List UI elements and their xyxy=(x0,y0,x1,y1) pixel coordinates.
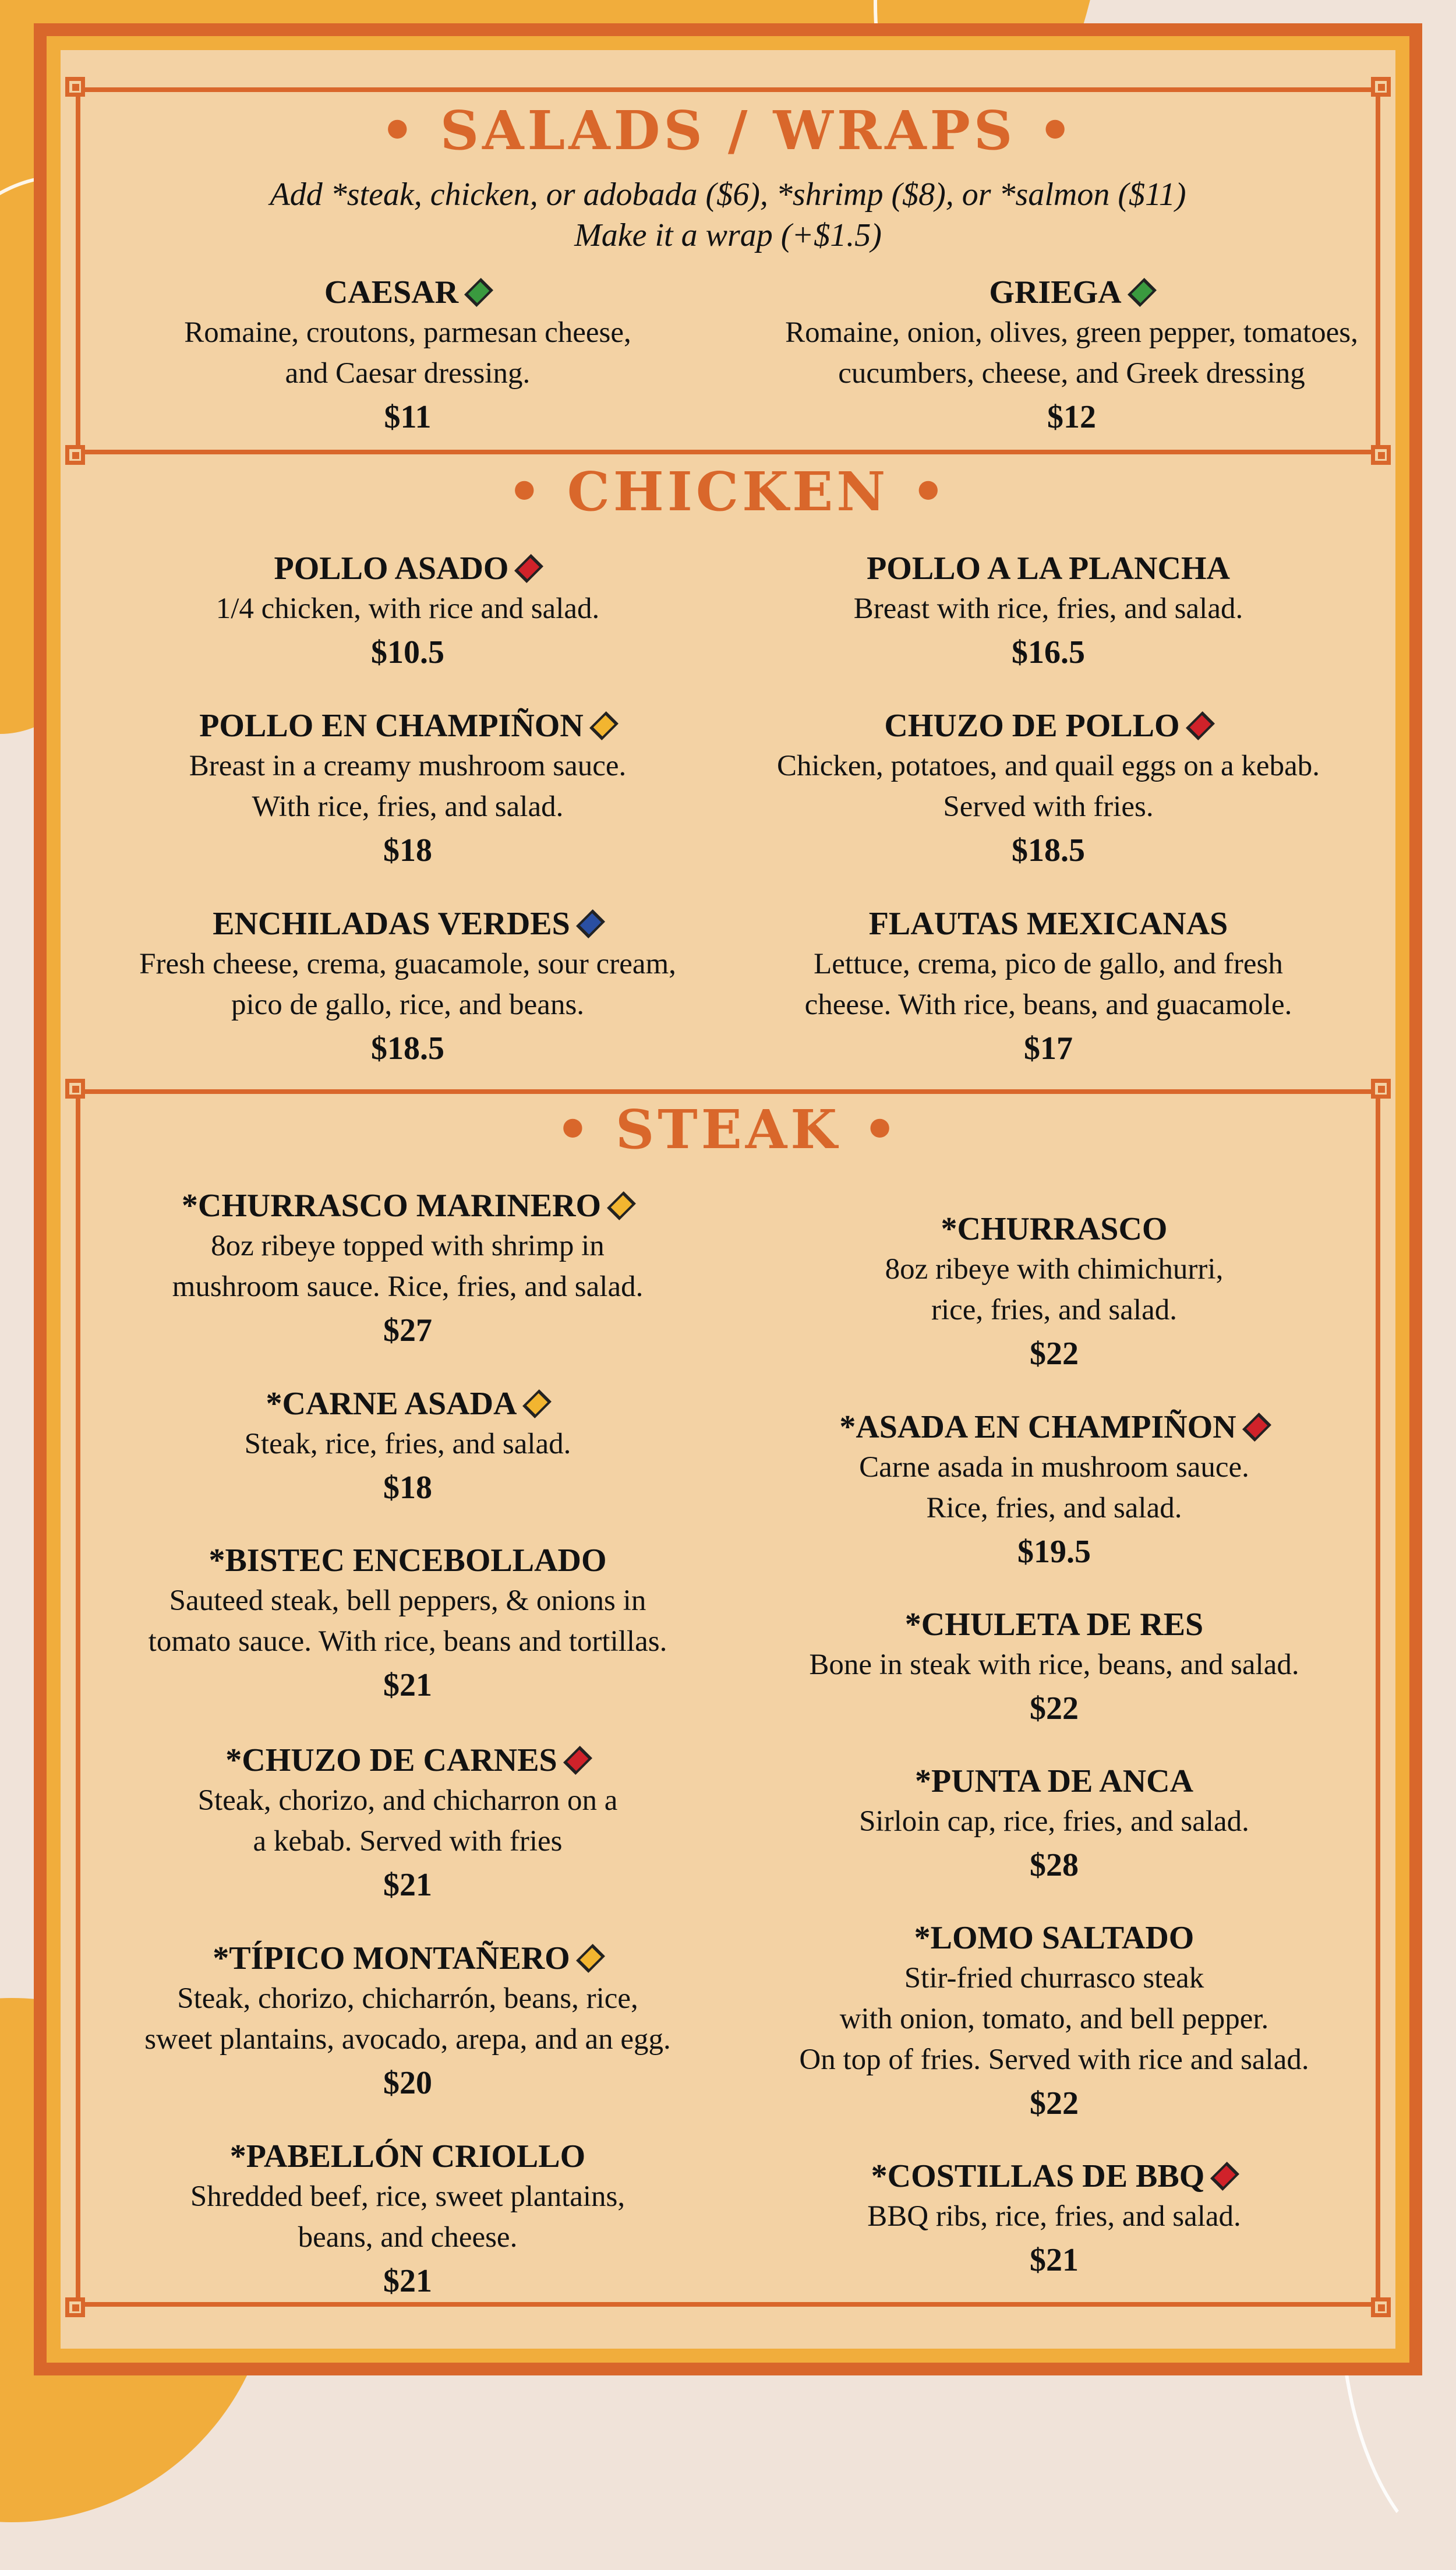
menu-item-description: 1/4 chicken, with rice and salad. xyxy=(215,592,600,625)
menu-item xyxy=(58,706,757,874)
menu-item-description: Breast with rice, fries, and salad. xyxy=(853,592,1243,625)
menu-item xyxy=(705,2156,1404,2283)
menu-item-price: $20 xyxy=(383,2065,432,2101)
menu-item-price: $19.5 xyxy=(1017,1534,1091,1570)
menu-item xyxy=(58,2137,757,2304)
salads-add-protein-note: Add *steak, chicken, or adobada ($6), *shrimp ($8), or *salmon ($11) xyxy=(270,176,1186,213)
yellow-diamond-icon xyxy=(576,1944,605,1973)
menu-item-price: $28 xyxy=(1030,1847,1079,1883)
menu-item-price: $12 xyxy=(1047,399,1096,435)
red-diamond-icon xyxy=(515,554,544,583)
menu-item-name xyxy=(905,1605,1203,1644)
menu-item-description: BBQ ribs, rice, fries, and salad. xyxy=(867,2200,1241,2233)
salads-wrap-note: Make it a wrap (+$1.5) xyxy=(574,217,882,253)
menu-item-price: $18.5 xyxy=(371,1030,444,1067)
menu-item-name-text: ENCHILADAS VERDES xyxy=(213,906,570,942)
menu-item-description: 8oz ribeye topped with shrimp in mushroom sauce. Rice, fries, and salad. xyxy=(172,1230,644,1303)
menu-item-price: $21 xyxy=(383,2263,432,2299)
menu-item-price: $18.5 xyxy=(1012,832,1085,869)
menu-item-price: $21 xyxy=(1030,2242,1079,2278)
menu-item-name xyxy=(884,706,1212,746)
menu-item xyxy=(58,1939,757,2106)
yellow-diamond-icon xyxy=(607,1191,636,1220)
menu-item-name-text: *CHULETA DE RES xyxy=(904,1607,1204,1643)
menu-item xyxy=(58,549,757,676)
menu-item-name-text: *ASADA EN CHAMPIÑON xyxy=(839,1409,1236,1445)
menu-item-name xyxy=(213,904,603,944)
menu-item xyxy=(699,706,1398,874)
menu-item xyxy=(705,1407,1404,1575)
menu-item xyxy=(705,1761,1404,1888)
menu-item-name xyxy=(274,549,542,588)
menu-item-name xyxy=(324,273,491,312)
menu-item xyxy=(705,1605,1404,1732)
menu-item-name xyxy=(182,1186,634,1226)
menu-item-name xyxy=(871,2156,1238,2196)
menu-item-name-text: FLAUTAS MEXICANAS xyxy=(868,906,1228,942)
menu-item-description: Steak, chorizo, and chicharron on a a kebab. Served with fries xyxy=(197,1784,618,1858)
menu-item-description: Carne asada in mushroom sauce. Rice, fries, and salad. xyxy=(859,1451,1249,1524)
menu-item-name xyxy=(867,549,1230,588)
menu-item-price: $10.5 xyxy=(371,634,444,670)
menu-item xyxy=(58,1741,757,1908)
menu-item-price: $11 xyxy=(384,399,432,435)
menu-item-name-text: *CHUZO DE CARNES xyxy=(225,1742,557,1778)
menu-item-name xyxy=(839,1407,1268,1447)
menu-item-name-text: POLLO ASADO xyxy=(274,550,509,587)
menu-item-description: Steak, rice, fries, and salad. xyxy=(244,1428,571,1460)
yellow-diamond-icon xyxy=(523,1389,552,1418)
frame-corner xyxy=(65,77,85,97)
menu-item xyxy=(58,273,757,440)
yellow-diamond-icon xyxy=(589,711,619,740)
menu-item-price: $21 xyxy=(383,1867,432,1903)
menu-item-price: $18 xyxy=(383,832,432,869)
menu-item-price: $22 xyxy=(1030,1336,1079,1372)
menu-item-price: $16.5 xyxy=(1012,634,1085,670)
menu-item xyxy=(58,1186,757,1354)
menu-item-description: Stir-fried churrasco steak with onion, tomato, and bell pepper. On top of fries. Served with rice and salad. xyxy=(799,1962,1309,2076)
menu-item-name-text: POLLO A LA PLANCHA xyxy=(867,550,1230,587)
menu-item-description: Shredded beef, rice, sweet plantains, beans, and cheese. xyxy=(190,2180,625,2254)
menu-item-description: Sauteed steak, bell peppers, & onions in tomato sauce. With rice, beans and tortillas. xyxy=(148,1584,667,1658)
menu-item-name-text: CHUZO DE POLLO xyxy=(884,708,1180,744)
menu-item-name-text: *TÍPICO MONTAÑERO xyxy=(213,1940,570,1976)
menu-item-name-text: *LOMO SALTADO xyxy=(914,1920,1195,1956)
menu-item-name-text: CAESAR xyxy=(324,274,459,310)
menu-item-description: Romaine, onion, olives, green pepper, tomatoes, cucumbers, cheese, and Greek dressing xyxy=(785,316,1358,390)
menu-item xyxy=(722,273,1421,440)
menu-item-description: Fresh cheese, crema, guacamole, sour cream, pico de gallo, rice, and beans. xyxy=(139,948,676,1021)
menu-item xyxy=(58,1384,757,1511)
green-diamond-icon xyxy=(1128,278,1157,307)
menu-item-name-text: *CARNE ASADA xyxy=(266,1386,517,1422)
menu-item-name xyxy=(225,1741,589,1780)
menu-item-description: Chicken, potatoes, and quail eggs on a kebab. Served with fries. xyxy=(777,750,1320,823)
steak-title: • STEAK • xyxy=(555,1098,901,1161)
menu-item-name xyxy=(989,273,1154,312)
frame-corner xyxy=(1371,1079,1391,1099)
menu-item xyxy=(705,1209,1404,1377)
red-diamond-icon xyxy=(563,1746,592,1775)
menu-item-description: Breast in a creamy mushroom sauce. With rice, fries, and salad. xyxy=(189,750,627,823)
menu-item-name xyxy=(208,1541,606,1580)
menu-item-price: $18 xyxy=(383,1470,432,1506)
menu-item-price: $22 xyxy=(1030,2085,1079,2121)
menu-item-description: 8oz ribeye with chimichurri, rice, fries, and salad. xyxy=(885,1253,1224,1326)
menu-item-price: $21 xyxy=(383,1667,432,1703)
frame-corner xyxy=(1371,2297,1391,2317)
menu-item xyxy=(58,904,757,1072)
menu-item-name xyxy=(869,904,1228,944)
menu-item-description: Sirloin cap, rice, fries, and salad. xyxy=(859,1805,1249,1838)
menu-item-price: $27 xyxy=(383,1312,432,1348)
menu-item-name-text: *BISTEC ENCEBOLLADO xyxy=(208,1542,607,1579)
menu-item-name-text: GRIEGA xyxy=(989,274,1122,310)
menu-item-name xyxy=(230,2137,585,2176)
green-diamond-icon xyxy=(464,278,493,307)
menu-item-description: Romaine, croutons, parmesan cheese, and Caesar dressing. xyxy=(184,316,631,390)
menu-item-name-text: POLLO EN CHAMPIÑON xyxy=(199,708,584,744)
menu-item-name xyxy=(915,1761,1193,1801)
salads-title: • SALADS / WRAPS • xyxy=(380,99,1076,162)
menu-item-name xyxy=(213,1939,602,1978)
menu-item-name-text: *COSTILLAS DE BBQ xyxy=(871,2158,1205,2194)
frame-corner xyxy=(65,1079,85,1099)
menu-item-name-text: *PABELLÓN CRIOLLO xyxy=(229,2138,586,2174)
menu-item-description: Bone in steak with rice, beans, and salad. xyxy=(809,1648,1299,1681)
menu-item-name xyxy=(941,1209,1168,1249)
menu-item-description: Steak, chorizo, chicharrón, beans, rice, sweet plantains, avocado, arepa, and an egg. xyxy=(144,1982,671,2056)
blue-diamond-icon xyxy=(576,909,605,938)
menu-item-name-text: *PUNTA DE ANCA xyxy=(914,1763,1194,1799)
red-diamond-icon xyxy=(1210,2162,1239,2191)
menu-item xyxy=(699,549,1398,676)
menu-item xyxy=(705,1918,1404,2127)
menu-item-name-text: *CHURRASCO xyxy=(941,1211,1168,1247)
red-diamond-icon xyxy=(1242,1413,1271,1442)
chicken-title: • CHICKEN • xyxy=(507,460,949,523)
menu-item-name xyxy=(199,706,616,746)
menu-item-description: Lettuce, crema, pico de gallo, and fresh cheese. With rice, beans, and guacamole. xyxy=(804,948,1292,1021)
red-diamond-icon xyxy=(1186,711,1215,740)
menu-item xyxy=(58,1541,757,1708)
menu-item-name xyxy=(266,1384,550,1424)
menu-item-price: $22 xyxy=(1030,1690,1079,1727)
menu-item-name-text: *CHURRASCO MARINERO xyxy=(181,1188,602,1224)
menu-item xyxy=(699,904,1398,1072)
menu-item-name xyxy=(914,1918,1195,1958)
menu-item-price: $17 xyxy=(1024,1030,1073,1067)
frame-corner xyxy=(1371,77,1391,97)
